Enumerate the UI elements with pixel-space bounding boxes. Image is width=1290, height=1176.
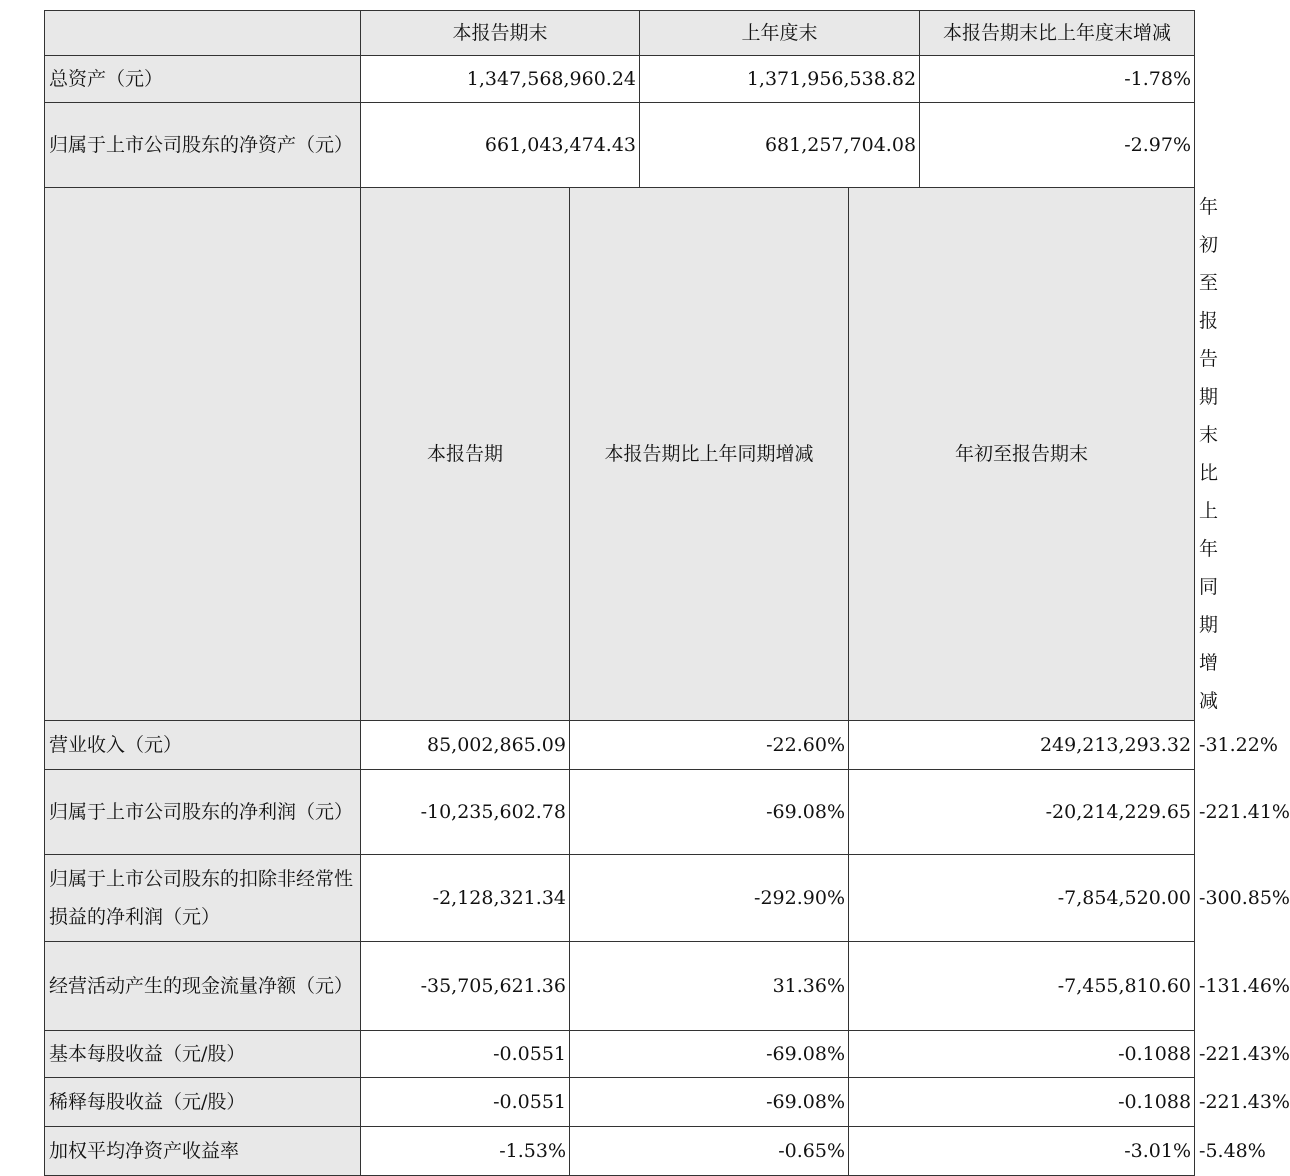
table-row — [45, 56, 1195, 103]
row-label-text: 归属于上市公司股东的扣除非经常性损益的净利润（元） — [49, 868, 354, 928]
header-row-income: 本报告期 本报告期比上年同期增减 年初至报告期末 年初至报告期末比上年同期增减 — [45, 188, 1195, 721]
table-row — [45, 103, 1195, 188]
cell-value: 681,257,704.08 — [640, 103, 920, 188]
cell-value: -0.1088 — [849, 1031, 1195, 1078]
table-row: 归属于上市公司股东的扣除非经常性损益的净利润（元） -2,128,321.34 -292.90% -7,854,520.00 -300.85% — [45, 855, 1195, 942]
table-row: 加权平均净资产收益率 -1.53% -0.65% -3.01% -5.48% — [45, 1127, 1195, 1176]
table-row: 归属于上市公司股东的净利润（元） -10,235,602.78 -69.08% -20,214,229.65 -221.41% — [45, 770, 1195, 855]
row-label: 基本每股收益（元/股） — [45, 1031, 361, 1078]
cell-value: -1.53% — [361, 1127, 570, 1176]
cell-value: 661,043,474.43 — [361, 103, 640, 188]
cell-value: -0.0551 — [361, 1078, 570, 1127]
cell-value: -2.97% — [920, 103, 1195, 188]
row-label: 加权平均净资产收益率 — [45, 1127, 361, 1176]
cell-value: -35,705,621.36 — [361, 942, 570, 1031]
header-blank-cell — [45, 11, 361, 56]
cell-value: -0.65% — [570, 1127, 849, 1176]
row-label-text: 归属于上市公司股东的净利润（元） — [49, 801, 354, 823]
financial-table-container — [44, 10, 1290, 1176]
cell-value: -2,128,321.34 — [361, 855, 570, 942]
cell-value: 31.36% — [570, 942, 849, 1031]
row-label — [45, 770, 361, 855]
table-row: 稀释每股收益（元/股） -0.0551 -69.08% -0.1088 -221.43% — [45, 1078, 1195, 1127]
cell-value: -7,455,810.60 — [849, 942, 1195, 1031]
header-current-period-end: 本报告期末 — [361, 11, 640, 56]
cell-value: -292.90% — [570, 855, 849, 942]
cell-value: 85,002,865.09 — [361, 721, 570, 770]
header-blank-cell — [45, 188, 361, 721]
header-current-period-yoy-change: 本报告期比上年同期增减 — [570, 188, 849, 721]
cell-value: 249,213,293.32 — [849, 721, 1195, 770]
row-label: 营业收入（元） — [45, 721, 361, 770]
row-label-text: 归属于上市公司股东的净资产（元） — [49, 134, 354, 156]
cell-value: -10,235,602.78 — [361, 770, 570, 855]
row-label — [45, 855, 361, 942]
cell-value: -69.08% — [570, 1031, 849, 1078]
row-label — [45, 103, 361, 188]
cell-value: 1,347,568,960.24 — [361, 56, 640, 103]
header-change-vs-prior-year-end: 本报告期末比上年度末增减 — [920, 11, 1195, 56]
cell-value: -22.60% — [570, 721, 849, 770]
key-financial-data-table — [44, 10, 1290, 1176]
table-row: 基本每股收益（元/股） -0.0551 -69.08% -0.1088 -221.43% — [45, 1031, 1195, 1078]
cell-value: -3.01% — [849, 1127, 1195, 1176]
header-year-to-date: 年初至报告期末 — [849, 188, 1195, 721]
header-prior-year-end: 上年度末 — [640, 11, 920, 56]
cell-value: -69.08% — [570, 1078, 849, 1127]
cell-value: -0.0551 — [361, 1031, 570, 1078]
row-label: 稀释每股收益（元/股） — [45, 1078, 361, 1127]
table-row: 经营活动产生的现金流量净额（元） -35,705,621.36 31.36% -7,455,810.60 -131.46% — [45, 942, 1195, 1031]
header-current-period: 本报告期 — [361, 188, 570, 721]
cell-value: -0.1088 — [849, 1078, 1195, 1127]
row-label-text: 经营活动产生的现金流量净额（元） — [49, 975, 354, 997]
table-row: 营业收入（元） 85,002,865.09 -22.60% 249,213,293.32 -31.22% — [45, 721, 1195, 770]
row-label — [45, 942, 361, 1031]
cell-value: -69.08% — [570, 770, 849, 855]
cell-value: -20,214,229.65 — [849, 770, 1195, 855]
cell-value: 1,371,956,538.82 — [640, 56, 920, 103]
row-label: 总资产（元） — [45, 56, 361, 103]
cell-value: -1.78% — [920, 56, 1195, 103]
cell-value: -7,854,520.00 — [849, 855, 1195, 942]
header-row-balance — [45, 11, 1195, 56]
